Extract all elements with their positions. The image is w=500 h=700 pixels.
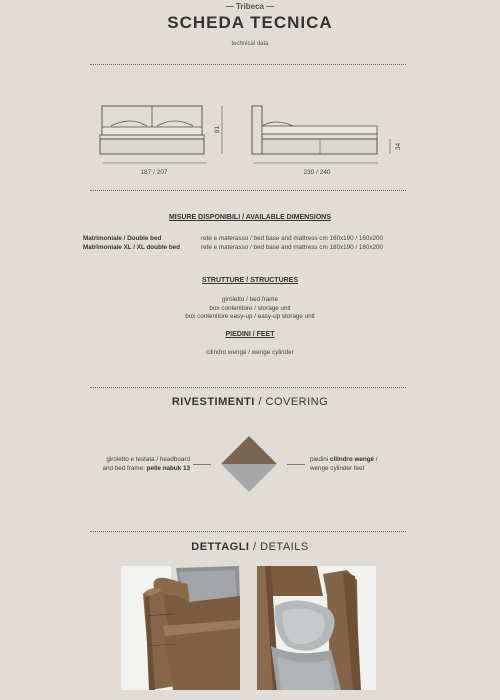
divider-details [90,531,406,532]
divider-top [90,64,406,65]
feet-text: cilindro wengé / wenge cylinder [206,349,294,356]
details-heading-rest: / DETAILS [249,541,309,553]
covering-heading-rest: / COVERING [254,396,329,408]
divider-drawings [90,190,406,191]
structures-list [0,296,500,322]
covering-right-line1 [310,456,430,465]
covering-right-line2: wenge cylinder feet [310,464,365,472]
details-heading [0,541,500,553]
covering-left-leader [193,464,211,465]
feet-material: cilindro wengé [329,456,375,463]
covering-right-prefix: piedini [310,456,330,463]
covering-material: pelle nabuk 13 [146,464,190,472]
structures-heading: STRUTTURE / STRUCTURES [201,277,299,284]
detail-photo-headboard [121,566,240,690]
front-width-label: 187 / 207 [140,169,168,176]
dimensions-heading: MISURE DISPONIBILI / AVAILABLE DIMENSIONS [168,214,332,221]
covering-left-line1: giroletto e testata / headboard [106,456,190,463]
covering-right-leader [287,464,305,465]
structure-item: box contenitore easy-up / easy-up storage unit [185,313,315,320]
page-title: SCHEDA TECNICA [167,13,333,32]
dimension-row-desc: rete e materasso / bed base and mattress cm 180x190 / 180x200 [201,244,384,251]
side-height-label: 34 [395,142,403,151]
structure-item: box contenitore / storage unit [209,304,291,312]
covering-heading [0,396,500,408]
covering-right-text [310,456,430,473]
covering-right-suffix: / [374,456,378,463]
details-heading-bold: DETTAGLI [191,541,250,553]
page-subtitle: technical data [231,41,269,47]
bed-side-drawing [245,100,405,170]
covering-heading-bold: RIVESTIMENTI [171,396,255,408]
dimension-row [83,244,423,251]
dimension-row-name: Matrimoniale / Double bed [83,235,162,242]
covering-left-prefix: and bed frame: [102,464,147,472]
side-length-label: 230 / 240 [303,169,331,176]
structure-item: giroletto / bed frame [221,296,278,303]
bed-front-drawing [95,100,245,170]
dimension-row [83,235,423,242]
dimension-row-desc: rete e materasso / bed base and mattress cm 160x190 / 160x200 [201,235,384,242]
front-height-label: 91 [214,125,222,134]
feet-heading: PIEDINI / FEET [225,331,275,338]
covering-left-line2 [80,465,190,474]
divider-covering [90,387,406,388]
brand-name: — Tribeca — [225,2,275,11]
covering-left-text [80,456,190,473]
covering-swatch [221,436,277,492]
detail-photo-cushion [257,566,376,690]
dimension-row-name: Matrimoniale XL / XL double bed [83,244,181,251]
